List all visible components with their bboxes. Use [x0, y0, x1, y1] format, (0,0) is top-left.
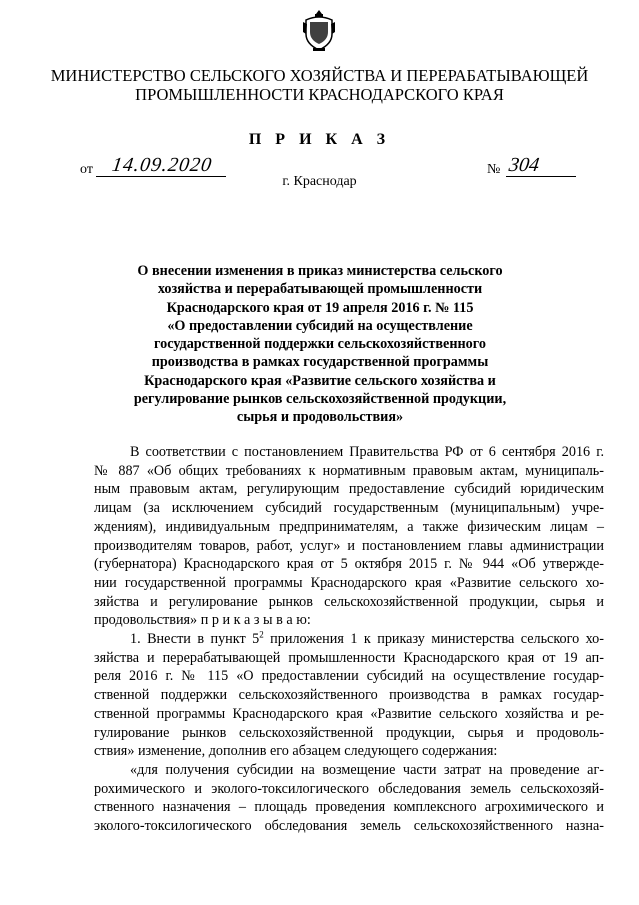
body-line: гулирование рынков сельскохозяйственной продукции, сырья и продоволь- [94, 724, 604, 741]
item-text: 1. Внести в пункт 5 [130, 631, 260, 648]
coat-of-arms-icon [302, 8, 336, 52]
body-line: лицам (за исключением субсидий государственным (муниципальным) учре- [94, 500, 604, 517]
body-line: производителям товаров, работ, услуг» и постановлением главы администрации [94, 537, 604, 554]
handwritten-date: 14.09.2020 [110, 154, 214, 176]
body-line: зяйства и перерабатывающей промышленности Краснодарского края от 19 ап- [94, 649, 604, 666]
order-subject [120, 262, 520, 427]
subject-line: сырья и продовольствия» [236, 409, 404, 426]
body-line: зяйства и регулирование рынков сельскохозяйственной продукции, сырья и [94, 593, 604, 610]
ministry-name [0, 66, 639, 104]
body-line: В соответствии с постановлением Правительства РФ от 6 сентября 2016 г. [130, 444, 604, 460]
ministry-line: МИНИСТЕРСТВО СЕЛЬСКОГО ХОЗЯЙСТВА И ПЕРЕРАБАТЫВАЮЩЕЙ [50, 66, 589, 85]
body-line: (губернатора) Краснодарского края от 5 октября 2015 г. № 944 «Об утвержде- [94, 556, 604, 573]
body-line: рохимического и эколого-токсилогического обследования земель сельскохозяй- [94, 780, 604, 797]
body-line: № 887 «Об общих требованиях к нормативным правовым актам, муниципаль- [94, 462, 604, 479]
body-line: «для получения субсидии на возмещение части затрат на проведение аг- [130, 761, 604, 778]
subject-line: производства в рамках государственной программы [151, 354, 489, 371]
body-line: продовольствия» п р и к а з ы в а ю: [94, 612, 311, 629]
subject-line: государственной поддержки сельскохозяйственного [154, 336, 486, 353]
order-body [94, 443, 604, 836]
subject-line: «О предоставлении субсидий на осуществление [167, 317, 473, 334]
item-text: приложения 1 к приказу министерства сельского хо- [263, 631, 604, 648]
body-line: ждениям), индивидуальным предпринимателям, а также физическим лицам – [94, 518, 604, 535]
ministry-line: ПРОМЫШЛЕННОСТИ КРАСНОДАРСКОГО КРАЯ [135, 85, 504, 104]
subject-line: регулирование рынков сельскохозяйственной продукции, [133, 391, 507, 408]
date-prefix: от [80, 162, 93, 177]
body-line: ственного назначения – площадь проведения комплексного агрохимического и [94, 799, 604, 816]
subject-line: Краснодарского края от 19 апреля 2016 г. № 115 [166, 299, 474, 316]
doc-type-title: П Р И К А З [248, 131, 391, 148]
superscript: 2 [259, 629, 264, 640]
handwritten-number: 304 [507, 154, 541, 176]
body-line: эколого-токсилогического обследования земель сельскохозяйственного назна- [94, 818, 604, 835]
body-line: ственной поддержки сельскохозяйственного производства в рамках государ- [94, 687, 604, 704]
subject-line: хозяйства и перерабатывающей промышленности [157, 281, 483, 298]
number-prefix: № [487, 162, 501, 177]
body-line: ным правовым актам, регулирующим предоставление субсидий юридическим [94, 481, 604, 498]
body-line [94, 630, 604, 649]
subject-line: О внесении изменения в приказ министерства сельского [137, 263, 503, 279]
body-line: ствия» изменение, дополнив его абзацем следующего содержания: [94, 743, 498, 760]
city: г. Краснодар [282, 174, 357, 189]
body-line: реля 2016 г. № 115 «О предоставлении субсидий на осуществление государ- [94, 668, 604, 685]
body-line: нии государственной программы Краснодарского края «Развитие сельского хо- [94, 574, 604, 591]
body-line: ственной программы Краснодарского края «Развитие сельского хозяйства и ре- [94, 705, 604, 722]
subject-line: Краснодарского края «Развитие сельского хозяйства и [144, 372, 496, 389]
